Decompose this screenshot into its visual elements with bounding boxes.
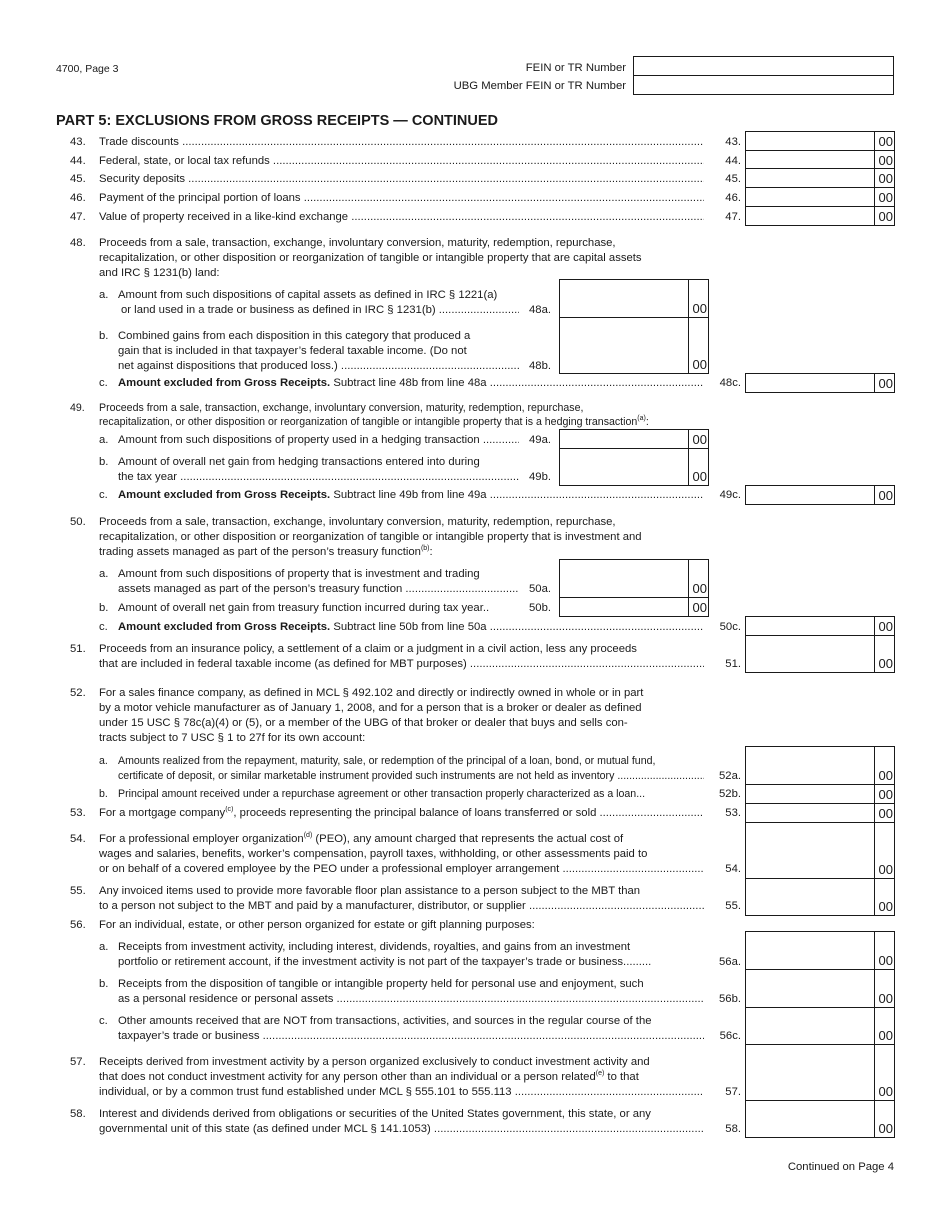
line-56c-text-1: Other amounts received that are NOT from transactions, activities, and sources in the regular course of the (118, 1015, 652, 1027)
cents: 00 (878, 619, 893, 634)
amount-field-54[interactable] (745, 822, 895, 879)
line-54-text-1: For a professional employer organization$^{(d)}$ (PEO), any amount charged that represents the actual cost of (99, 832, 624, 845)
line-number-54: 54. (70, 833, 86, 845)
cents: 00 (878, 1028, 893, 1043)
cents: 00 (878, 899, 893, 914)
line-56b-text-2: as a personal residence or personal assets ..... (118, 992, 704, 1007)
line-number-51: 51. (70, 643, 86, 655)
line-58-text-2: governmental unit of this state (as defined under MCL § 141.1053) ..... (99, 1122, 704, 1137)
line-50-text-2: recapitalization, or other disposition or reorganization of tangible or intangible property that is investment and (99, 531, 642, 543)
line-52a-label: 52a. (719, 770, 741, 782)
line-48-text-2: recapitalization, or other disposition or reorganization of tangible or intangible property that are capital assets (99, 252, 642, 264)
cents: 00 (878, 134, 893, 149)
line-label: 44. (725, 155, 741, 167)
line-56b-letter: b. (99, 978, 109, 990)
amount-field-43[interactable] (745, 131, 895, 151)
line-56a-text-1: Receipts from investment activity, including interest, dividends, royalties, and gains from an investment (118, 941, 631, 953)
line-49b-text-1: Amount of overall net gain from hedging transactions entered into during (118, 456, 480, 468)
line-50b-text: Amount of overall net gain from treasury function incurred during tax year.. (118, 602, 490, 614)
line-56c-letter: c. (99, 1015, 108, 1027)
line-49c-label: 49c. (719, 489, 741, 501)
line-54-text-2: wages and salaries, benefits, worker’s compensation, payroll taxes, withholding, or other assessments paid to (99, 848, 648, 860)
cents: 00 (878, 806, 893, 821)
line-56-text: For an individual, estate, or other person organized for estate or gift planning purposes: (99, 919, 535, 931)
line-50c-text: Amount excluded from Gross Receipts. Subtract line 50b from line 50a ..... (118, 620, 704, 635)
line-50a-label: 50a. (529, 583, 551, 595)
line-50c-label: 50c. (719, 621, 741, 633)
line-number-53: 53. (70, 807, 86, 819)
line-56c-text-2: taxpayer’s trade or business ..... (118, 1029, 704, 1044)
line-50a-text-2: assets managed as part of the person’s treasury function ..... (118, 582, 519, 597)
cents: 00 (692, 432, 707, 447)
line-text: Federal, state, or local tax refunds ..... (99, 154, 704, 169)
line-48a-letter: a. (99, 289, 109, 301)
line-number-56: 56. (70, 919, 86, 931)
amount-field-55[interactable] (745, 878, 895, 916)
cents: 00 (878, 953, 893, 968)
line-57-label: 57. (725, 1086, 741, 1098)
line-48c-label: 48c. (719, 377, 741, 389)
line-number-52: 52. (70, 687, 86, 699)
line-51-text-1: Proceeds from an insurance policy, a settlement of a claim or a judgment in a civil action, less any proceeds (99, 643, 637, 655)
amount-field-44[interactable] (745, 150, 895, 170)
amount-field-50b[interactable] (559, 597, 709, 617)
amount-field-48a[interactable] (559, 279, 709, 318)
amount-field-57[interactable] (745, 1044, 895, 1101)
amount-field-56a[interactable] (745, 931, 895, 970)
line-number: 47. (70, 211, 86, 223)
line-48a-text-2: or land used in a trade or business as defined in IRC § 1231(b) ..... (121, 303, 519, 318)
amount-field-56b[interactable] (745, 969, 895, 1008)
line-48a-text-1: Amount from such dispositions of capital assets as defined in IRC § 1221(a) (118, 289, 498, 301)
line-57-text-1: Receipts derived from investment activity by a person organized exclusively to conduct investment activity and (99, 1056, 650, 1068)
line-number-50: 50. (70, 516, 86, 528)
line-51-text-2: that are included in federal taxable income (as defined for MBT purposes) ..... (99, 657, 704, 672)
line-number-49: 49. (70, 402, 85, 414)
line-52-text-1: For a sales finance company, as defined in MCL § 492.102 and directly or indirectly owned in whole or in part (99, 687, 644, 699)
line-number: 43. (70, 136, 86, 148)
line-number: 45. (70, 173, 86, 185)
line-52a-letter: a. (99, 755, 108, 767)
line-57-text-2: that does not conduct investment activity for any person other than an individual or a person related$^{(e)}$ to that (99, 1070, 639, 1083)
amount-field-50a[interactable] (559, 559, 709, 598)
ubg-fein-label: UBG Member FEIN or TR Number (453, 80, 626, 92)
line-58-text-1: Interest and dividends derived from obligations or securities of the United States government, this state, or any (99, 1108, 651, 1120)
cents: 00 (878, 656, 893, 671)
cents: 00 (878, 991, 893, 1006)
line-55-text-1: Any invoiced items used to provide more favorable floor plan assistance to a person subject to the MBT than (99, 885, 641, 897)
amount-field-49b[interactable] (559, 448, 709, 486)
part-title: PART 5: EXCLUSIONS FROM GROSS RECEIPTS — CONTINUED (56, 113, 499, 129)
line-48b-label: 48b. (529, 360, 551, 372)
line-52-text-3: under 15 USC § 78c(a)(4) or (5), or a member of the UBG of that broker or dealer that buys and sells con- (99, 717, 628, 729)
line-50-text-3: trading assets managed as part of the person’s treasury function$^{(b)}$: (99, 545, 433, 558)
line-50b-label: 50b. (529, 602, 551, 614)
line-54-text-3: or on behalf of a covered employee by the PEO under a professional employer arrangement ..... (99, 862, 704, 877)
cents: 00 (878, 209, 893, 224)
line-48c-letter: c. (99, 377, 108, 389)
line-51-label: 51. (725, 658, 741, 670)
line-52-text-4: tracts subject to 7 USC § 1 to 27f for its own account: (99, 732, 366, 744)
line-48b-text-1: Combined gains from each disposition in this category that produced a (118, 330, 471, 342)
line-49a-text: Amount from such dispositions of property used in a hedging transaction ..... (118, 433, 519, 448)
line-55-label: 55. (725, 900, 741, 912)
amount-field-52a[interactable] (745, 746, 895, 785)
line-52-text-2: by a motor vehicle manufacturer as of January 1, 2008, and for a person that is a broker or dealer as defined (99, 702, 642, 714)
cents: 00 (878, 862, 893, 877)
line-49b-text-2: the tax year ..... (118, 470, 519, 485)
cents: 00 (878, 153, 893, 168)
line-49c-text: Amount excluded from Gross Receipts. Subtract line 49b from line 49a ..... (118, 488, 704, 503)
line-56a-text-2: portfolio or retirement account, if the investment activity is not part of the taxpayer’s trade or business......... (118, 956, 652, 968)
line-text: Value of property received in a like-kind exchange ..... (99, 210, 704, 225)
amount-field-49c[interactable] (745, 485, 895, 505)
amount-field-48c[interactable] (745, 373, 895, 393)
amount-field-58[interactable] (745, 1100, 895, 1138)
amount-field-46[interactable] (745, 187, 895, 207)
fein-label: FEIN or TR Number (525, 62, 626, 74)
line-50b-letter: b. (99, 602, 109, 614)
line-56b-text-1: Receipts from the disposition of tangible or intangible property held for personal use and enjoyment, such (118, 978, 644, 990)
line-48b-text-3: net against dispositions that produced loss.) ..... (118, 359, 519, 374)
line-48-text-1: Proceeds from a sale, transaction, exchange, involuntary conversion, maturity, redemption, repurchase, (99, 237, 616, 249)
line-48a-label: 48a. (529, 304, 551, 316)
line-50c-letter: c. (99, 621, 108, 633)
line-49b-label: 49b. (529, 471, 551, 483)
line-50a-text-1: Amount from such dispositions of property that is investment and trading (118, 568, 480, 580)
line-52b-text: Principal amount received under a repurchase agreement or other transaction properly characterized as a loan... (118, 788, 646, 800)
cents: 00 (878, 488, 893, 503)
line-49-text-2: recapitalization, or other disposition or reorganization of tangible or intangible property that is a hedging transaction$^{(a)}$: (99, 415, 649, 428)
cents: 00 (878, 376, 893, 391)
line-55-text-2: to a person not subject to the MBT and paid by a manufacturer, distributor, or supplier ..... (99, 899, 704, 914)
line-number-55: 55. (70, 885, 86, 897)
amount-field-52b[interactable] (745, 784, 895, 804)
amount-field-53[interactable] (745, 803, 895, 823)
line-52b-letter: b. (99, 788, 108, 800)
line-49b-letter: b. (99, 456, 109, 468)
amount-field-49a[interactable] (559, 429, 709, 449)
line-number: 46. (70, 192, 86, 204)
cents: 00 (878, 1121, 893, 1136)
cents: 00 (878, 1084, 893, 1099)
line-49a-letter: a. (99, 434, 109, 446)
line-number-48: 48. (70, 237, 86, 249)
line-58-label: 58. (725, 1123, 741, 1135)
line-49a-label: 49a. (529, 434, 551, 446)
line-48b-letter: b. (99, 330, 109, 342)
line-number-58: 58. (70, 1108, 86, 1120)
line-text: Payment of the principal portion of loans ..... (99, 191, 704, 206)
line-56b-label: 56b. (719, 993, 741, 1005)
line-48c-text: Amount excluded from Gross Receipts. Subtract line 48b from line 48a ..... (118, 376, 704, 391)
amount-field-48b[interactable] (559, 317, 709, 374)
line-53-text: For a mortgage company$^{(c)}$, proceeds representing the principal balance of loans transferred or sold ..... (99, 806, 704, 821)
cents: 00 (878, 190, 893, 205)
fein-input[interactable] (633, 56, 894, 76)
form-page-label: 4700, Page 3 (56, 63, 119, 75)
amount-field-47[interactable] (745, 206, 895, 226)
line-label: 46. (725, 192, 741, 204)
cents: 00 (878, 768, 893, 783)
line-57-text-3: individual, or by a common trust fund established under MCL § 555.101 to 555.113 ..... (99, 1085, 704, 1100)
line-48-text-3: and IRC § 1231(b) land: (99, 267, 220, 279)
amount-field-51[interactable] (745, 635, 895, 673)
amount-field-50c[interactable] (745, 616, 895, 636)
line-number-57: 57. (70, 1056, 86, 1068)
line-text: Trade discounts ..... (99, 135, 704, 150)
cents: 00 (692, 600, 707, 615)
line-56a-letter: a. (99, 941, 109, 953)
line-text: Security deposits ..... (99, 172, 704, 187)
cents: 00 (692, 301, 707, 316)
line-50a-letter: a. (99, 568, 109, 580)
amount-field-45[interactable] (745, 168, 895, 188)
line-49-text-1: Proceeds from a sale, transaction, exchange, involuntary conversion, maturity, redemption, repurchase, (99, 402, 584, 414)
line-56a-label: 56a. (719, 956, 741, 968)
cents: 00 (692, 581, 707, 596)
line-56c-label: 56c. (719, 1030, 741, 1042)
line-49c-letter: c. (99, 489, 108, 501)
line-52a-text-2: certificate of deposit, or similar marketable instrument provided such instruments are not held as inventory ..... (118, 769, 704, 784)
cents: 00 (878, 787, 893, 802)
continued-footer: Continued on Page 4 (787, 1161, 894, 1173)
line-52a-text-1: Amounts realized from the repayment, maturity, sale, or redemption of the principal of a loan, bond, or mutual fund, (118, 755, 656, 767)
line-label: 43. (725, 136, 741, 148)
amount-field-56c[interactable] (745, 1007, 895, 1045)
line-52b-label: 52b. (719, 788, 741, 800)
line-label: 45. (725, 173, 741, 185)
line-label: 47. (725, 211, 741, 223)
line-50-text-1: Proceeds from a sale, transaction, exchange, involuntary conversion, maturity, redemption, repurchase, (99, 516, 616, 528)
line-number: 44. (70, 155, 86, 167)
ubg-fein-input[interactable] (633, 75, 894, 95)
line-48b-text-2: gain that is included in that taxpayer’s federal taxable income. (Do not (118, 345, 467, 357)
cents: 00 (692, 357, 707, 372)
cents: 00 (692, 469, 707, 484)
line-54-label: 54. (725, 863, 741, 875)
cents: 00 (878, 171, 893, 186)
line-53-label: 53. (725, 807, 741, 819)
